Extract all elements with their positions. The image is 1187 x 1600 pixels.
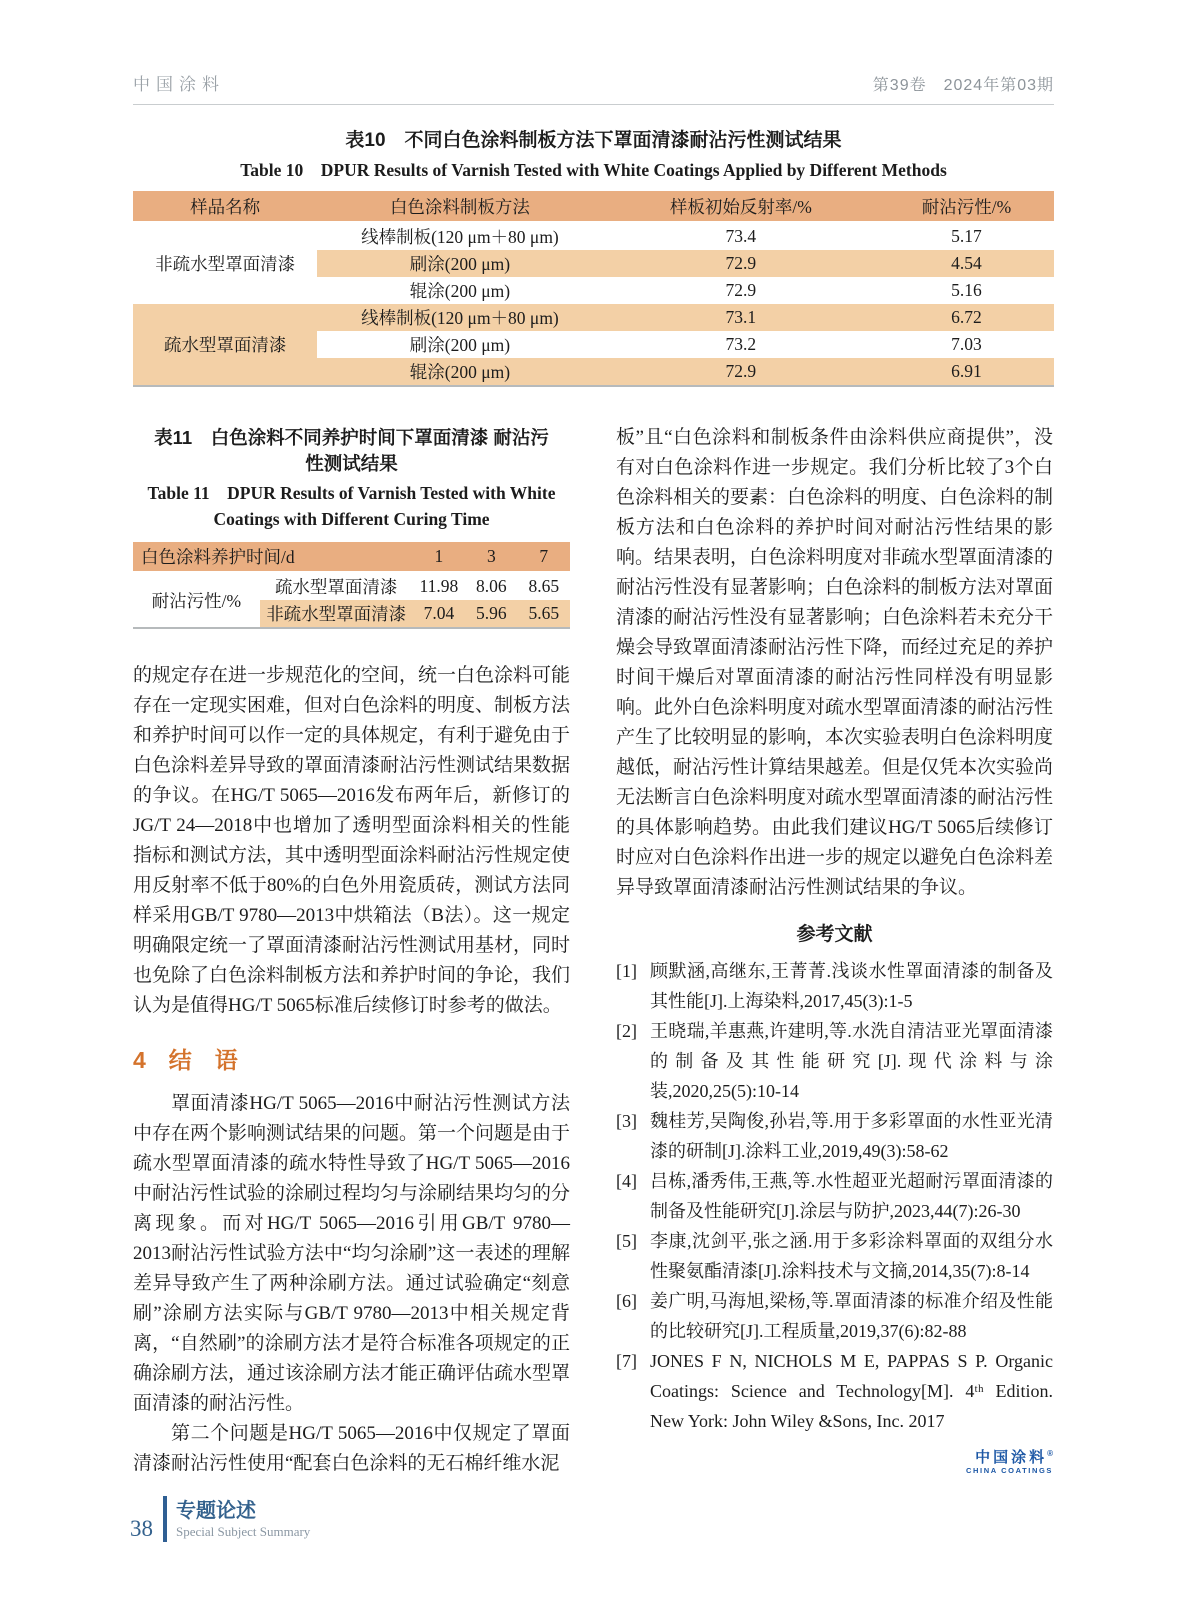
- reference-list: [616, 956, 1053, 1436]
- reference-number: [4]: [616, 1171, 637, 1191]
- table-cell: 6.91: [879, 358, 1054, 386]
- table-cell: 辊涂(200 μm): [317, 358, 603, 386]
- column-header: 7: [518, 542, 570, 572]
- section-heading-conclusion: 4 结 语: [133, 1047, 238, 1073]
- reference-text: 姜广明,马海旭,梁杨,等.罩面清漆的标准介绍及性能的比较研究[J].工程质量,2019,37(6):82-88: [650, 1291, 1053, 1341]
- column-header: 白色涂料制板方法: [317, 191, 603, 222]
- table-cell: 8.06: [476, 576, 507, 596]
- table-cell: 5.17: [951, 226, 982, 246]
- two-column-area: [133, 423, 1054, 1479]
- body-paragraph: 的规定存在进一步规范化的空间，统一白色涂料可能存在一定现实困难，但对白色涂料的明度、制板方法和养护时间可以作一定的具体规定，有利于避免由于白色涂料差异导致的罩面清漆耐沾污性测试结果数据的争议。在HG/T 5065—2016发布两年后，新修订的JG/T 24—2018中也增加了透明型面涂料相关的性能指标和测试方法，其中透明型面涂料耐沾污性规定使用反射率不低于80%的白色外用瓷质砖，测试方法同样采用GB/T 9780—2013中烘箱法（B法）。这一规定明确限定统一了罩面清漆耐沾污性测试用基材，同时也免除了白色涂料制板方法和养护时间的争论，我们认为是值得HG/T 5065标准后续修订时参考的做法。: [133, 665, 571, 1016]
- sample-name-cell: 疏水型罩面清漆: [133, 304, 317, 386]
- table-cell: 73.4: [725, 226, 757, 246]
- logo-text-en: CHINA COATINGS: [966, 1466, 1053, 1475]
- table-cell: 非疏水型罩面清漆: [260, 600, 413, 628]
- reference-number: [5]: [616, 1231, 637, 1251]
- journal-name: 中国涂料: [133, 75, 225, 94]
- page-number: 38: [130, 1516, 153, 1541]
- table-cell: 72.9: [603, 358, 879, 386]
- section-label-en: Special Subject Summary: [176, 1523, 311, 1539]
- table11-body: [133, 572, 570, 628]
- references-heading: 参考文献: [796, 924, 873, 945]
- right-column: [616, 423, 1053, 1479]
- reference-item: [616, 956, 1053, 1016]
- china-coatings-logo: [616, 1446, 1053, 1476]
- column-header: 3: [465, 542, 517, 572]
- logo-text-zh: [975, 1446, 1053, 1466]
- reference-number: [2]: [616, 1021, 637, 1041]
- table10-header-row: [133, 191, 1054, 222]
- reference-item: [616, 1346, 1053, 1436]
- running-head: [133, 70, 1054, 105]
- table11: [133, 542, 570, 629]
- table-cell: 5.65: [518, 600, 570, 628]
- page-footer: [130, 1496, 310, 1542]
- table-cell: 7.04: [413, 600, 465, 628]
- footer-divider-bar: [163, 1496, 167, 1542]
- issue-info: 第39卷 2024年第03期: [872, 77, 1054, 94]
- reference-item: [616, 1226, 1053, 1286]
- table-cell: 7.03: [951, 334, 982, 354]
- table11-titles: [133, 425, 570, 532]
- body-paragraph: 板”且“白色涂料和制板条件由涂料供应商提供”，没有对白色涂料作进一步规定。我们分析比较了3个白色涂料相关的要素：白色涂料的明度、白色涂料的制板方法和白色涂料的养护时间对耐沾污性结果的影响。结果表明，白色涂料明度对非疏水型罩面清漆的耐沾污性没有显著影响；白色涂料的制板方法对罩面清漆的耐沾污性没有显著影响；白色涂料若未充分干燥会导致罩面清漆耐沾污性下降，而经过充足的养护时间干燥后对罩面清漆的耐沾污性同样没有明显影响。此外白色涂料明度对疏水型罩面清漆的耐沾污性产生了比较明显的影响，本次实验表明白色涂料明度越低，耐沾污性计算结果越差。但是仅凭本次实验尚无法断言白色涂料明度对疏水型罩面清漆的耐沾污性的具体影响趋势。由此我们建议HG/T 5065后续修订时应对白色涂料作出进一步的规定以避免白色涂料差异导致罩面清漆耐沾污性测试结果的争议。: [616, 427, 1054, 898]
- table-cell: 5.16: [951, 280, 982, 300]
- footer-section-labels: [176, 1499, 310, 1540]
- row-label-cell: 耐沾污性/%: [151, 590, 242, 611]
- reference-text: 魏桂芳,吴陶俊,孙岩,等.用于多彩罩面的水性亚光清漆的研制[J].涂料工业,2019,49(3):58-62: [650, 1111, 1053, 1161]
- table-cell: 刷涂(200 μm): [409, 335, 511, 355]
- registered-mark-icon: ®: [1047, 1449, 1053, 1458]
- table-row: [133, 304, 1054, 331]
- column-header: 1: [413, 542, 465, 572]
- table-cell: 11.98: [419, 576, 459, 596]
- body-paragraph: 第二个问题是HG/T 5065—2016中仅规定了罩面清漆耐沾污性使用“配套白色涂料的无石棉纤维水泥: [133, 1423, 570, 1474]
- reference-text: 顾默涵,高继东,王菁菁.浅谈水性罩面清漆的制备及其性能[J].上海染料,2017,45(3):1-5: [650, 961, 1053, 1011]
- table-cell: 8.65: [528, 576, 560, 596]
- table-cell: 72.9: [725, 280, 757, 300]
- column-header: 耐沾污性/%: [879, 191, 1054, 222]
- reference-number: [1]: [616, 961, 637, 981]
- reference-item: [616, 1106, 1053, 1166]
- column-header: 样品名称: [133, 191, 317, 222]
- body-paragraph: 罩面清漆HG/T 5065—2016中耐沾污性测试方法中存在两个影响测试结果的问题。第一个问题是由于疏水型罩面清漆的疏水特性导致了HG/T 5065—2016中耐沾污性试验的涂刷过程均匀与涂刷结果均匀的分离现象。而对HG/T 5065—2016引用GB/T 9780—2013耐沾污性试验方法中“均匀涂刷”这一表述的理解差异导致产生了两种涂刷方法。通过试验确定“刻意刷”涂刷方法实际与GB/T 9780—2013中相关规定背离，“自然刷”的涂刷方法才是符合标准各项规定的正确涂刷方法，通过该涂刷方法才能正确评估疏水型罩面清漆的耐沾污性。: [133, 1093, 571, 1414]
- reference-number: [3]: [616, 1111, 637, 1131]
- table11-title-en: Table 11 DPUR Results of Varnish Tested with White Coatings with Different Curing Time: [147, 483, 556, 529]
- table-cell: 刷涂(200 μm): [317, 250, 603, 277]
- table11-header-row: [133, 542, 570, 572]
- table-row: [133, 222, 1054, 250]
- reference-item: [616, 1016, 1053, 1106]
- reference-item: [616, 1166, 1053, 1226]
- table11-title-zh: 表11 白色涂料不同养护时间下罩面清漆 耐沾污性测试结果: [154, 427, 549, 474]
- table-cell: 73.2: [725, 334, 757, 354]
- reference-number: [6]: [616, 1291, 637, 1311]
- table-cell: 4.54: [879, 250, 1054, 277]
- column-header: 白色涂料养护时间/d: [133, 542, 413, 572]
- table-cell: 疏水型罩面清漆: [274, 577, 398, 597]
- table10-title-zh: 表10 不同白色涂料制板方法下罩面清漆耐沾污性测试结果: [345, 130, 842, 151]
- page-content: [133, 102, 1054, 1479]
- reference-text: 王晓瑞,羊惠燕,许建明,等.水洗自清洁亚光罩面清漆的制备及其性能研究[J].现代涂料与涂装,2020,25(5):10-14: [650, 1021, 1053, 1101]
- reference-text: JONES F N, NICHOLS M E, PAPPAS S P. Organic Coatings: Science and Technology[M]. 4ᵗʰ Edition. New York: John Wiley &Sons, Inc. 2017: [650, 1351, 1053, 1431]
- table-row: [133, 572, 570, 600]
- table-cell: 5.96: [465, 600, 517, 628]
- table-cell: 6.72: [879, 304, 1054, 331]
- table10-title-en: Table 10 DPUR Results of Varnish Tested with White Coatings Applied by Different Methods: [240, 160, 947, 180]
- reference-text: 吕栋,潘秀伟,王燕,等.水性超亚光超耐污罩面清漆的制备及性能研究[J].涂层与防护,2023,44(7):26-30: [650, 1171, 1053, 1221]
- table-cell: 73.1: [603, 304, 879, 331]
- table-cell: 线棒制板(120 μm＋80 μm): [361, 227, 559, 247]
- sample-name-cell: 非疏水型罩面清漆: [155, 254, 296, 274]
- left-column: [133, 423, 570, 1479]
- reference-number: [7]: [616, 1351, 637, 1371]
- table10-body: [133, 222, 1054, 386]
- reference-text: 李康,沈剑平,张之涵.用于多彩涂料罩面的双组分水性聚氨酯清漆[J].涂料技术与文摘,2014,35(7):8-14: [650, 1231, 1053, 1281]
- table-cell: 辊涂(200 μm): [409, 281, 511, 301]
- column-header: 样板初始反射率/%: [603, 191, 879, 222]
- table-cell: 线棒制板(120 μm＋80 μm): [317, 304, 603, 331]
- table10: [133, 191, 1054, 387]
- logo-zh-label: 中国涂料: [975, 1449, 1048, 1466]
- reference-item: [616, 1286, 1053, 1346]
- table-cell: 72.9: [603, 250, 879, 277]
- section-label-zh: 专题论述: [176, 1499, 256, 1522]
